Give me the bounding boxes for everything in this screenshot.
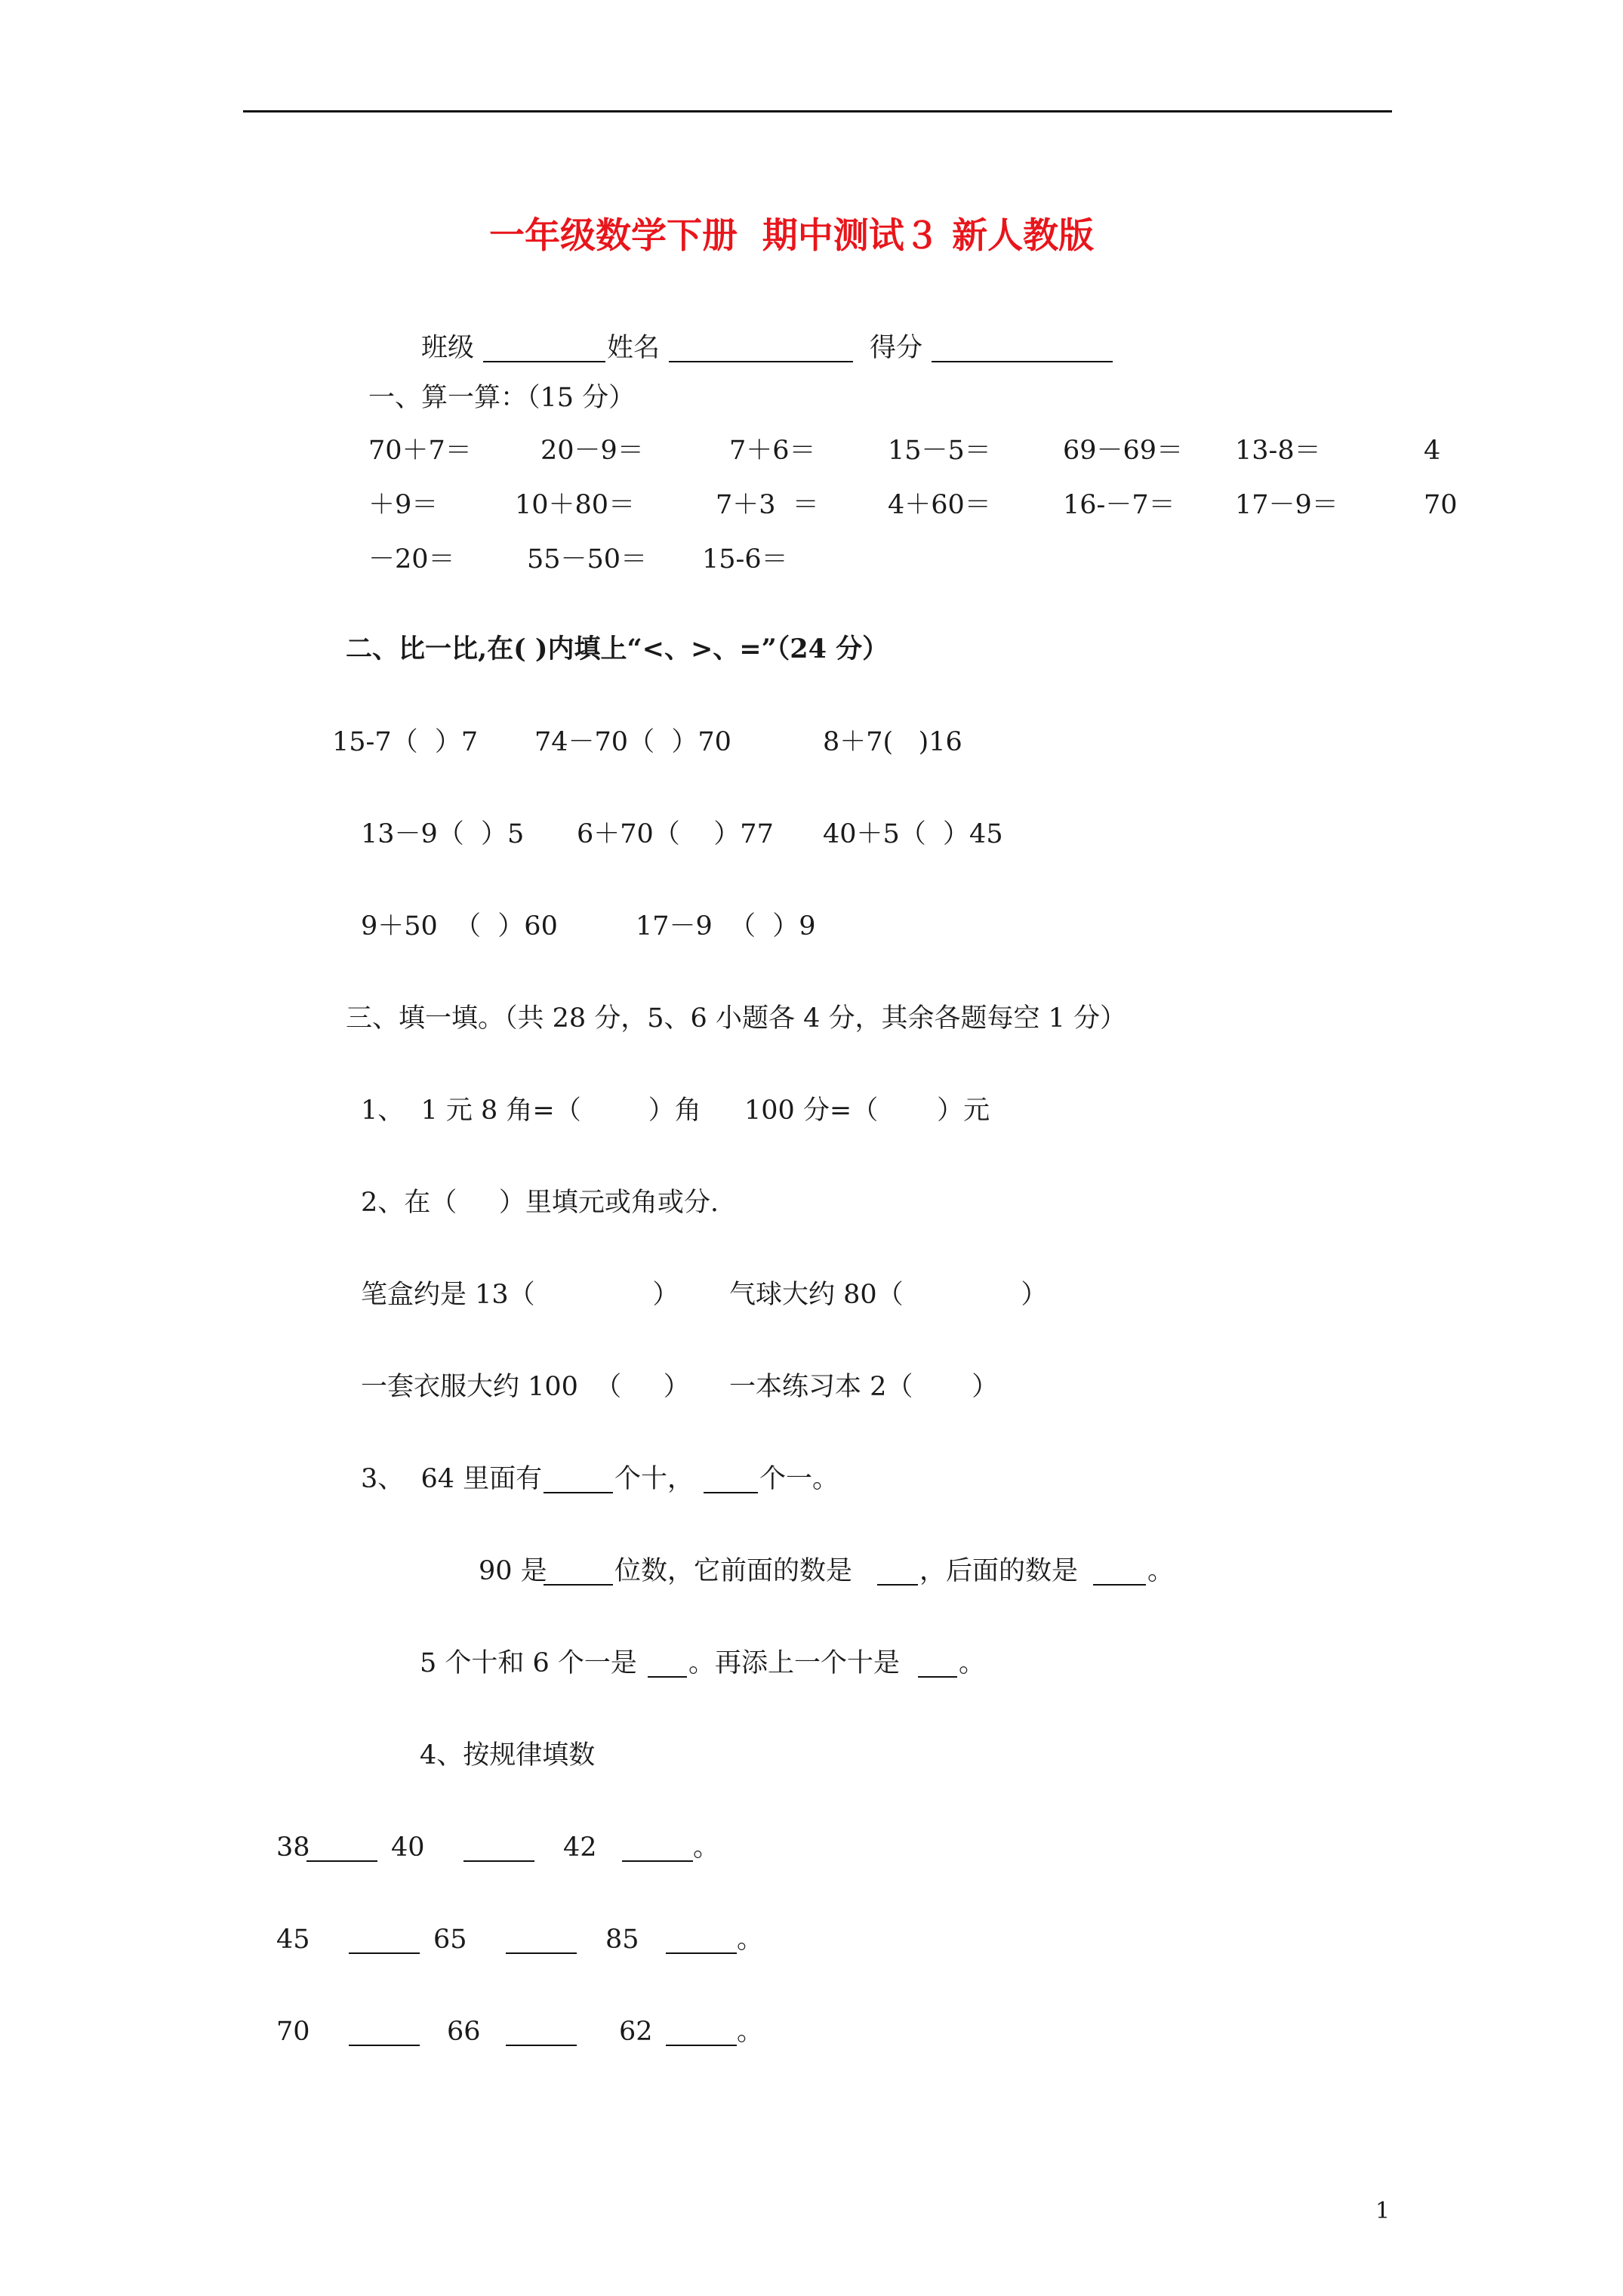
seq-number: 38 [276,1832,310,1863]
section2-heading: 二、比一比,在( )内填上“<、>、=”（24 分） [346,633,889,664]
seq-number: 66 [447,2017,481,2047]
question-text: 个十， [614,1464,694,1494]
problem: 4 [1424,436,1441,466]
problem: 4＋60＝ [888,490,991,520]
seq-end: 。 [693,1832,720,1863]
problem: 15－5＝ [888,436,991,466]
page-title: 一年级数学下册 期中测试３ 新人教版 [489,215,1095,257]
question-text: 1、 1 元 8 角=（ ）角 [361,1096,701,1126]
question-text: 。再添上一个十是 [688,1648,901,1678]
answer-blank[interactable] [544,1469,613,1493]
problem: ＋9＝ [368,490,439,520]
problem: 55－50＝ [527,544,648,575]
answer-blank[interactable] [506,1930,577,1954]
score-blank[interactable] [932,338,1113,362]
problem: 10＋80＝ [515,490,636,520]
question-text: 笔盒约是 13（ ） [361,1280,679,1310]
answer-blank[interactable] [463,1838,534,1862]
comparison: 6＋70（ ）77 [577,819,774,849]
question-text: 。 [959,1648,986,1678]
problem: 16-－7＝ [1063,490,1175,520]
question-text: 一本练习本 2（ ） [729,1372,999,1402]
problem: 70 [1424,490,1458,520]
class-blank[interactable] [483,338,605,362]
seq-number: 40 [391,1832,425,1863]
seq-number: 65 [433,1925,467,1955]
problem: 13-8＝ [1235,436,1321,466]
problem: 20－9＝ [540,436,644,466]
page-number: 1 [1375,2198,1390,2224]
section1-heading: 一、算一算：（15 分） [368,383,636,413]
answer-blank[interactable] [666,2022,737,2046]
seq-number: 42 [563,1832,597,1863]
question-4-title: 4、按规律填数 [420,1740,596,1771]
score-label: 得分 [870,333,923,363]
comparison: 13－9（ ）5 [361,819,525,849]
comparison: 9＋50 （ ）60 [361,911,558,942]
question-text: 个一。 [759,1464,839,1494]
answer-blank[interactable] [349,2022,420,2046]
question-text: 。 [1147,1556,1175,1586]
question-text: 一套衣服大约 100 （ ） [361,1372,690,1402]
problem: 15-6＝ [702,544,788,575]
seq-number: 45 [276,1925,310,1955]
comparison: 74－70（ ）70 [534,727,731,757]
section3-heading: 三、填一填。（共 28 分，5、6 小题各 4 分，其余各题每空 1 分） [346,1003,1126,1034]
problem: 7＋6＝ [729,436,816,466]
problem: 70＋7＝ [368,436,472,466]
class-label: 班级 [421,333,475,363]
problem: 7＋3 ＝ [716,490,819,520]
question-text: ，后面的数是 [919,1556,1079,1586]
name-blank[interactable] [669,338,853,362]
answer-blank[interactable] [544,1561,613,1586]
answer-blank[interactable] [704,1469,758,1493]
question-text: 气球大约 80（ ） [729,1280,1048,1310]
question-text: 位数，它前面的数是 [614,1556,853,1586]
comparison: 17－9 （ ）9 [636,911,816,942]
problem: 69－69＝ [1063,436,1184,466]
comparison: 15-7（ ）7 [332,727,479,757]
header-rule [243,110,1392,112]
comparison: 8＋7( )16 [823,727,962,757]
question-text: 5 个十和 6 个一是 [420,1648,637,1678]
answer-blank[interactable] [306,1838,377,1862]
seq-end: 。 [737,2017,764,2047]
answer-blank[interactable] [666,1930,737,1954]
seq-end: 。 [737,1925,764,1955]
answer-blank[interactable] [622,1838,693,1862]
answer-blank[interactable] [506,2022,577,2046]
seq-number: 62 [619,2017,653,2047]
answer-blank[interactable] [1093,1561,1146,1586]
question-2-title: 2、在（ ）里填元或角或分. [361,1188,719,1218]
question-text: 90 是 [479,1556,547,1586]
answer-blank[interactable] [648,1653,687,1678]
seq-number: 70 [276,2017,310,2047]
seq-number: 85 [605,1925,639,1955]
question-text: 100 分=（ ）元 [744,1096,990,1126]
answer-blank[interactable] [918,1653,957,1678]
problem: 17－9＝ [1235,490,1338,520]
answer-blank[interactable] [877,1561,918,1586]
problem: －20＝ [368,544,455,575]
name-label: 姓名 [607,333,661,363]
comparison: 40＋5（ ）45 [823,819,1003,849]
answer-blank[interactable] [349,1930,420,1954]
question-text: 3、 64 里面有 [361,1464,543,1494]
